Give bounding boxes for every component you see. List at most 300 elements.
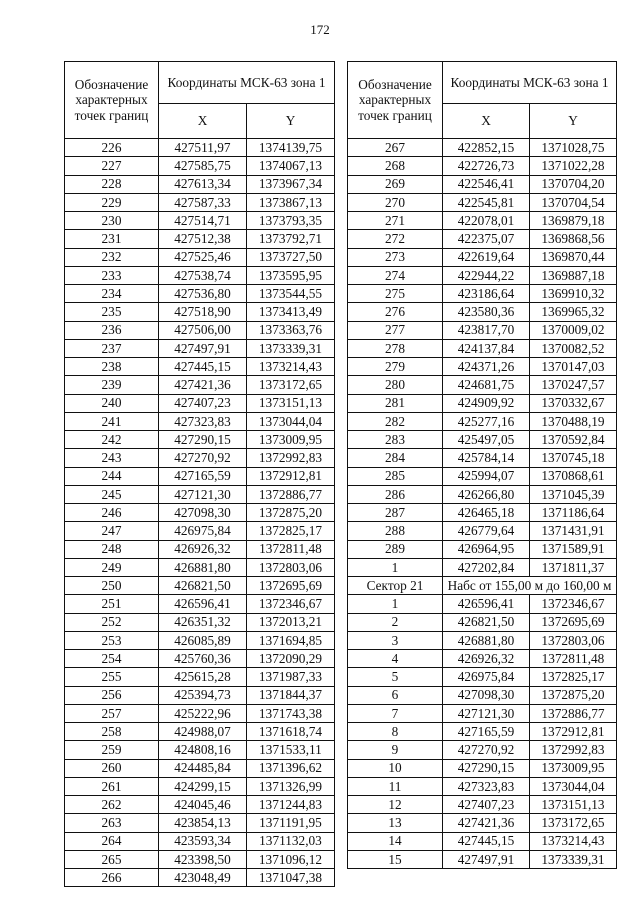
point-id-cell: 245 [65, 485, 159, 503]
y-coordinate-cell: 1373595,95 [247, 266, 335, 284]
point-id-cell: 250 [65, 577, 159, 595]
y-coordinate-cell: 1373727,50 [247, 248, 335, 266]
y-coordinate-cell: 1373792,71 [247, 230, 335, 248]
point-id-cell: 240 [65, 394, 159, 412]
coordinates-table-left [64, 61, 335, 887]
table-row [348, 796, 617, 814]
table-row [65, 248, 335, 266]
x-coordinate-cell: 427270,92 [443, 741, 530, 759]
x-coordinate-cell: 424808,16 [159, 741, 247, 759]
point-id-cell: 285 [348, 467, 443, 485]
table-row [348, 723, 617, 741]
table-row [348, 339, 617, 357]
table-row [65, 266, 335, 284]
x-coordinate-cell: 426821,50 [443, 613, 530, 631]
x-coordinate-cell: 425394,73 [159, 686, 247, 704]
table-row [348, 741, 617, 759]
x-coordinate-cell: 427421,36 [443, 814, 530, 832]
table-row [65, 869, 335, 887]
x-coordinate-cell: 422726,73 [443, 157, 530, 175]
point-id-cell: 5 [348, 668, 443, 686]
table-row [348, 285, 617, 303]
x-coordinate-cell: 426975,84 [443, 668, 530, 686]
x-coordinate-cell: 427270,92 [159, 449, 247, 467]
point-id-cell: 242 [65, 431, 159, 449]
y-coordinate-cell: 1371022,28 [530, 157, 617, 175]
point-id-cell: 253 [65, 631, 159, 649]
y-coordinate-cell: 1373009,95 [247, 431, 335, 449]
table-row [65, 850, 335, 868]
y-coordinate-cell: 1370488,19 [530, 412, 617, 430]
x-header: X [443, 104, 530, 139]
table-row [65, 303, 335, 321]
point-id-cell: 232 [65, 248, 159, 266]
y-coordinate-cell: 1372825,17 [247, 522, 335, 540]
point-id-cell: 15 [348, 850, 443, 868]
x-coordinate-cell: 424137,84 [443, 339, 530, 357]
point-id-cell: 278 [348, 339, 443, 357]
table-row [348, 266, 617, 284]
y-coordinate-cell: 1369965,32 [530, 303, 617, 321]
x-coordinate-cell: 427536,80 [159, 285, 247, 303]
x-coordinate-cell: 426964,95 [443, 540, 530, 558]
table-row [65, 814, 335, 832]
x-coordinate-cell: 424299,15 [159, 777, 247, 795]
x-coordinate-cell: 427121,30 [159, 485, 247, 503]
x-coordinate-cell: 423817,70 [443, 321, 530, 339]
x-coordinate-cell: 426351,32 [159, 613, 247, 631]
coordinates-header: Координаты МСК-63 зона 1 [443, 62, 617, 104]
y-coordinate-cell: 1371431,91 [530, 522, 617, 540]
table-row [348, 358, 617, 376]
table-row [65, 650, 335, 668]
y-coordinate-cell: 1371533,11 [247, 741, 335, 759]
x-coordinate-cell: 427445,15 [443, 832, 530, 850]
x-coordinate-cell: 427323,83 [443, 777, 530, 795]
page-number: 172 [310, 22, 330, 37]
y-coordinate-cell: 1372811,48 [530, 650, 617, 668]
point-id-cell: 234 [65, 285, 159, 303]
x-coordinate-cell: 427497,91 [443, 850, 530, 868]
point-id-cell: 279 [348, 358, 443, 376]
point-id-cell: 227 [65, 157, 159, 175]
y-coordinate-cell: 1373867,13 [247, 193, 335, 211]
y-coordinate-cell: 1370147,03 [530, 358, 617, 376]
table-row [65, 376, 335, 394]
x-coordinate-cell: 423398,50 [159, 850, 247, 868]
y-coordinate-cell: 1373793,35 [247, 212, 335, 230]
x-coordinate-cell: 422546,41 [443, 175, 530, 193]
y-coordinate-cell: 1371096,12 [247, 850, 335, 868]
y-coordinate-cell: 1374139,75 [247, 139, 335, 157]
y-coordinate-cell: 1372090,29 [247, 650, 335, 668]
x-coordinate-cell: 427098,30 [443, 686, 530, 704]
table-row [65, 412, 335, 430]
table-row [348, 759, 617, 777]
y-coordinate-cell: 1371987,33 [247, 668, 335, 686]
table-row [348, 175, 617, 193]
y-coordinate-cell: 1371618,74 [247, 723, 335, 741]
y-coordinate-cell: 1371047,38 [247, 869, 335, 887]
table-row [348, 230, 617, 248]
x-coordinate-cell: 426085,89 [159, 631, 247, 649]
x-coordinate-cell: 427497,91 [159, 339, 247, 357]
point-id-cell: 12 [348, 796, 443, 814]
point-id-cell: 239 [65, 376, 159, 394]
point-id-cell: 14 [348, 832, 443, 850]
y-coordinate-cell: 1370332,67 [530, 394, 617, 412]
table-row [65, 595, 335, 613]
point-id-cell: 259 [65, 741, 159, 759]
table-row [348, 321, 617, 339]
x-coordinate-cell: 427202,84 [443, 558, 530, 576]
y-header: Y [247, 104, 335, 139]
x-coordinate-cell: 425784,14 [443, 449, 530, 467]
point-id-cell: 280 [348, 376, 443, 394]
coordinates-table-right [347, 61, 617, 869]
x-coordinate-cell: 426266,80 [443, 485, 530, 503]
y-coordinate-cell: 1373363,76 [247, 321, 335, 339]
table-row [348, 212, 617, 230]
point-id-cell: 2 [348, 613, 443, 631]
x-coordinate-cell: 426596,41 [443, 595, 530, 613]
point-id-cell: 256 [65, 686, 159, 704]
point-id-cell: 258 [65, 723, 159, 741]
table-row [65, 157, 335, 175]
point-id-cell: 247 [65, 522, 159, 540]
x-coordinate-cell: 424909,92 [443, 394, 530, 412]
y-coordinate-cell: 1372992,83 [530, 741, 617, 759]
x-coordinate-cell: 423854,13 [159, 814, 247, 832]
point-id-cell: 272 [348, 230, 443, 248]
point-id-cell: 231 [65, 230, 159, 248]
point-id-cell: 230 [65, 212, 159, 230]
table-row [348, 540, 617, 558]
y-coordinate-cell: 1371694,85 [247, 631, 335, 649]
y-coordinate-cell: 1373044,04 [530, 777, 617, 795]
point-id-cell: 284 [348, 449, 443, 467]
table-row [348, 777, 617, 795]
point-id-cell: 226 [65, 139, 159, 157]
y-coordinate-cell: 1373967,34 [247, 175, 335, 193]
y-coordinate-cell: 1369910,32 [530, 285, 617, 303]
y-coordinate-cell: 1369887,18 [530, 266, 617, 284]
y-coordinate-cell: 1370868,61 [530, 467, 617, 485]
table-row [65, 777, 335, 795]
point-id-cell: 1 [348, 558, 443, 576]
table-row [65, 704, 335, 722]
x-coordinate-cell: 424988,07 [159, 723, 247, 741]
y-coordinate-cell: 1372346,67 [247, 595, 335, 613]
point-id-cell: 237 [65, 339, 159, 357]
y-coordinate-cell: 1372992,83 [247, 449, 335, 467]
point-id-cell: 276 [348, 303, 443, 321]
point-id-cell: 282 [348, 412, 443, 430]
y-coordinate-cell: 1372013,21 [247, 613, 335, 631]
point-id-cell: 235 [65, 303, 159, 321]
x-coordinate-cell: 427407,23 [159, 394, 247, 412]
point-id-cell: 1 [348, 595, 443, 613]
y-coordinate-cell: 1371045,39 [530, 485, 617, 503]
x-coordinate-cell: 422619,64 [443, 248, 530, 266]
point-id-cell: 263 [65, 814, 159, 832]
y-coordinate-cell: 1372912,81 [247, 467, 335, 485]
x-coordinate-cell: 427290,15 [159, 431, 247, 449]
table-row [348, 157, 617, 175]
y-coordinate-cell: 1370009,02 [530, 321, 617, 339]
table-row [348, 193, 617, 211]
sector-name: Сектор 21 [348, 577, 443, 595]
point-id-cell: 275 [348, 285, 443, 303]
y-coordinate-cell: 1373339,31 [530, 850, 617, 868]
point-id-cell: 274 [348, 266, 443, 284]
point-id-cell: 264 [65, 832, 159, 850]
x-coordinate-cell: 424681,75 [443, 376, 530, 394]
x-coordinate-cell: 426779,64 [443, 522, 530, 540]
table-row [348, 504, 617, 522]
point-id-cell: 257 [65, 704, 159, 722]
point-id-cell: 7 [348, 704, 443, 722]
x-coordinate-cell: 426596,41 [159, 595, 247, 613]
point-id-cell: 249 [65, 558, 159, 576]
table-row [348, 412, 617, 430]
table-row [65, 558, 335, 576]
x-coordinate-cell: 427506,00 [159, 321, 247, 339]
table-row [348, 595, 617, 613]
y-coordinate-cell: 1369868,56 [530, 230, 617, 248]
table-row [65, 285, 335, 303]
table-row [348, 394, 617, 412]
x-coordinate-cell: 425277,16 [443, 412, 530, 430]
table-row [65, 467, 335, 485]
x-coordinate-cell: 427613,34 [159, 175, 247, 193]
y-coordinate-cell: 1373009,95 [530, 759, 617, 777]
point-id-cell: 260 [65, 759, 159, 777]
y-coordinate-cell: 1372825,17 [530, 668, 617, 686]
table-row [65, 522, 335, 540]
point-id-cell: 246 [65, 504, 159, 522]
x-coordinate-cell: 424485,84 [159, 759, 247, 777]
y-coordinate-cell: 1372346,67 [530, 595, 617, 613]
point-id-cell: 6 [348, 686, 443, 704]
table-row [65, 613, 335, 631]
x-header: X [159, 104, 247, 139]
point-id-cell: 228 [65, 175, 159, 193]
y-coordinate-cell: 1373214,43 [247, 358, 335, 376]
x-coordinate-cell: 427098,30 [159, 504, 247, 522]
y-coordinate-cell: 1370082,52 [530, 339, 617, 357]
x-coordinate-cell: 427518,90 [159, 303, 247, 321]
point-id-cell: 281 [348, 394, 443, 412]
table-row [65, 504, 335, 522]
table-row [65, 540, 335, 558]
point-id-cell: 262 [65, 796, 159, 814]
table-row [65, 832, 335, 850]
table-row [65, 723, 335, 741]
y-coordinate-cell: 1371811,37 [530, 558, 617, 576]
point-id-cell: 251 [65, 595, 159, 613]
y-coordinate-cell: 1372875,20 [247, 504, 335, 522]
x-coordinate-cell: 426881,80 [159, 558, 247, 576]
x-coordinate-cell: 427165,59 [443, 723, 530, 741]
table-row [65, 668, 335, 686]
table-row [348, 558, 617, 576]
y-coordinate-cell: 1373214,43 [530, 832, 617, 850]
coordinates-header: Координаты МСК-63 зона 1 [159, 62, 335, 104]
x-coordinate-cell: 427511,97 [159, 139, 247, 157]
x-coordinate-cell: 426975,84 [159, 522, 247, 540]
table-row [65, 759, 335, 777]
point-id-cell: 273 [348, 248, 443, 266]
table-row [65, 212, 335, 230]
y-coordinate-cell: 1373413,49 [247, 303, 335, 321]
point-id-cell: 11 [348, 777, 443, 795]
y-coordinate-cell: 1371244,83 [247, 796, 335, 814]
x-coordinate-cell: 427323,83 [159, 412, 247, 430]
y-coordinate-cell: 1369870,44 [530, 248, 617, 266]
table-row [65, 358, 335, 376]
point-id-cell: 3 [348, 631, 443, 649]
x-coordinate-cell: 427585,75 [159, 157, 247, 175]
y-coordinate-cell: 1372886,77 [247, 485, 335, 503]
y-coordinate-cell: 1371844,37 [247, 686, 335, 704]
x-coordinate-cell: 426881,80 [443, 631, 530, 649]
x-coordinate-cell: 422545,81 [443, 193, 530, 211]
x-coordinate-cell: 425615,28 [159, 668, 247, 686]
x-coordinate-cell: 427121,30 [443, 704, 530, 722]
table-row [65, 339, 335, 357]
y-coordinate-cell: 1373172,65 [247, 376, 335, 394]
point-id-cell: 9 [348, 741, 443, 759]
point-id-cell: 266 [65, 869, 159, 887]
y-coordinate-cell: 1373044,04 [247, 412, 335, 430]
y-coordinate-cell: 1371326,99 [247, 777, 335, 795]
y-coordinate-cell: 1371743,38 [247, 704, 335, 722]
table-row [65, 741, 335, 759]
point-id-cell: 270 [348, 193, 443, 211]
left-table-body [65, 139, 335, 887]
y-coordinate-cell: 1372912,81 [530, 723, 617, 741]
table-row [348, 139, 617, 157]
point-id-cell: 271 [348, 212, 443, 230]
table-row [65, 175, 335, 193]
point-id-cell: 283 [348, 431, 443, 449]
y-coordinate-cell: 1371132,03 [247, 832, 335, 850]
y-coordinate-cell: 1370247,57 [530, 376, 617, 394]
x-coordinate-cell: 425994,07 [443, 467, 530, 485]
x-coordinate-cell: 427445,15 [159, 358, 247, 376]
point-id-cell: 255 [65, 668, 159, 686]
x-coordinate-cell: 427290,15 [443, 759, 530, 777]
x-coordinate-cell: 425222,96 [159, 704, 247, 722]
table-row [348, 686, 617, 704]
y-coordinate-cell: 1373151,13 [247, 394, 335, 412]
x-coordinate-cell: 422375,07 [443, 230, 530, 248]
y-coordinate-cell: 1372695,69 [530, 613, 617, 631]
table-row [65, 796, 335, 814]
y-coordinate-cell: 1373172,65 [530, 814, 617, 832]
point-id-cell: 13 [348, 814, 443, 832]
point-id-cell: 10 [348, 759, 443, 777]
table-row [65, 230, 335, 248]
point-id-cell: 238 [65, 358, 159, 376]
table-row [348, 449, 617, 467]
x-coordinate-cell: 424045,46 [159, 796, 247, 814]
point-id-cell: 261 [65, 777, 159, 795]
table-row [348, 704, 617, 722]
designation-header: Обозначение характерных точек границ [348, 62, 443, 139]
x-coordinate-cell: 425497,05 [443, 431, 530, 449]
table-row [348, 631, 617, 649]
table-row [348, 467, 617, 485]
y-coordinate-cell: 1370704,20 [530, 175, 617, 193]
x-coordinate-cell: 427421,36 [159, 376, 247, 394]
point-id-cell: 289 [348, 540, 443, 558]
table-row [348, 814, 617, 832]
point-id-cell: 241 [65, 412, 159, 430]
y-coordinate-cell: 1372803,06 [530, 631, 617, 649]
x-coordinate-cell: 422944,22 [443, 266, 530, 284]
point-id-cell: 252 [65, 613, 159, 631]
table-row [348, 522, 617, 540]
point-id-cell: 287 [348, 504, 443, 522]
point-id-cell: 267 [348, 139, 443, 157]
y-coordinate-cell: 1369879,18 [530, 212, 617, 230]
x-coordinate-cell: 422852,15 [443, 139, 530, 157]
y-coordinate-cell: 1373339,31 [247, 339, 335, 357]
x-coordinate-cell: 423593,34 [159, 832, 247, 850]
table-row [65, 631, 335, 649]
y-coordinate-cell: 1371186,64 [530, 504, 617, 522]
x-coordinate-cell: 426926,32 [159, 540, 247, 558]
table-row [348, 431, 617, 449]
point-id-cell: 229 [65, 193, 159, 211]
table-row [65, 139, 335, 157]
y-coordinate-cell: 1371028,75 [530, 139, 617, 157]
y-coordinate-cell: 1371589,91 [530, 540, 617, 558]
x-coordinate-cell: 423186,64 [443, 285, 530, 303]
table-row [348, 832, 617, 850]
right-table-body-before [348, 139, 617, 577]
table-row [65, 485, 335, 503]
table-row [348, 485, 617, 503]
point-id-cell: 236 [65, 321, 159, 339]
x-coordinate-cell: 427514,71 [159, 212, 247, 230]
y-coordinate-cell: 1372875,20 [530, 686, 617, 704]
x-coordinate-cell: 423580,36 [443, 303, 530, 321]
y-coordinate-cell: 1372811,48 [247, 540, 335, 558]
table-row [65, 577, 335, 595]
x-coordinate-cell: 427407,23 [443, 796, 530, 814]
table-row [65, 394, 335, 412]
table-row [65, 431, 335, 449]
point-id-cell: 254 [65, 650, 159, 668]
x-coordinate-cell: 427512,38 [159, 230, 247, 248]
point-id-cell: 8 [348, 723, 443, 741]
table-row [65, 193, 335, 211]
table-row [348, 668, 617, 686]
y-coordinate-cell: 1373151,13 [530, 796, 617, 814]
y-coordinate-cell: 1374067,13 [247, 157, 335, 175]
x-coordinate-cell: 426926,32 [443, 650, 530, 668]
point-id-cell: 244 [65, 467, 159, 485]
point-id-cell: 269 [348, 175, 443, 193]
point-id-cell: 248 [65, 540, 159, 558]
point-id-cell: 288 [348, 522, 443, 540]
table-row [348, 650, 617, 668]
table-row [65, 449, 335, 467]
point-id-cell: 265 [65, 850, 159, 868]
